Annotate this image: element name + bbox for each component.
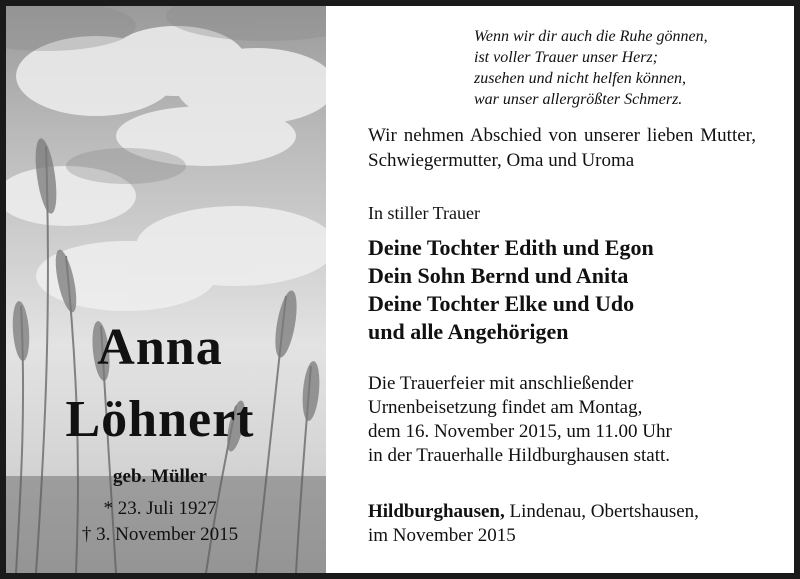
poem-line: Wenn wir dir auch die Ruhe gönnen, — [474, 28, 708, 45]
funeral-line: Die Trauerfeier mit anschließender — [368, 373, 634, 394]
birth-date: * 23. Juli 1927 — [103, 498, 217, 519]
mourner-entry: und alle Angehörigen — [368, 319, 569, 344]
deceased-last-name: Löhnert — [65, 391, 255, 448]
mourner-entry: Deine Tochter Elke und Udo — [368, 291, 635, 316]
death-date: † 3. November 2015 — [81, 524, 239, 545]
mourner-entry: Dein Sohn Bernd und Anita — [368, 263, 629, 288]
place-and-date — [368, 500, 788, 548]
funeral-notice — [368, 372, 788, 468]
place-line — [368, 500, 788, 524]
funeral-line: dem 16. November 2015, um 11.00 Uhr — [368, 421, 672, 442]
funeral-line: in der Trauerhalle Hildburghausen statt. — [368, 445, 671, 466]
mourning-intro: In stiller Trauer — [368, 203, 480, 223]
mourners-list — [368, 234, 788, 346]
maiden-name: geb. Müller — [113, 466, 207, 487]
poem-line: zusehen und nicht helfen können, — [474, 70, 686, 87]
farewell-text: Wir nehmen Abschied von unserer lieben Mutter, Schwiegermutter, Oma und Uroma — [368, 125, 756, 171]
mourner-entry: Deine Tochter Edith und Egon — [368, 235, 654, 260]
poem-line: ist voller Trauer unser Herz; — [474, 49, 658, 66]
place-town: Hildburghausen, — [368, 501, 505, 522]
place-other-towns: Lindenau, Obertshausen, — [504, 501, 699, 522]
funeral-line: Urnenbeisetzung findet am Montag, — [368, 397, 643, 418]
place-date: im November 2015 — [368, 525, 516, 546]
deceased-first-name: Anna — [97, 319, 223, 376]
poem-line: war unser allergrößter Schmerz. — [474, 91, 683, 108]
memorial-poem — [474, 26, 774, 110]
